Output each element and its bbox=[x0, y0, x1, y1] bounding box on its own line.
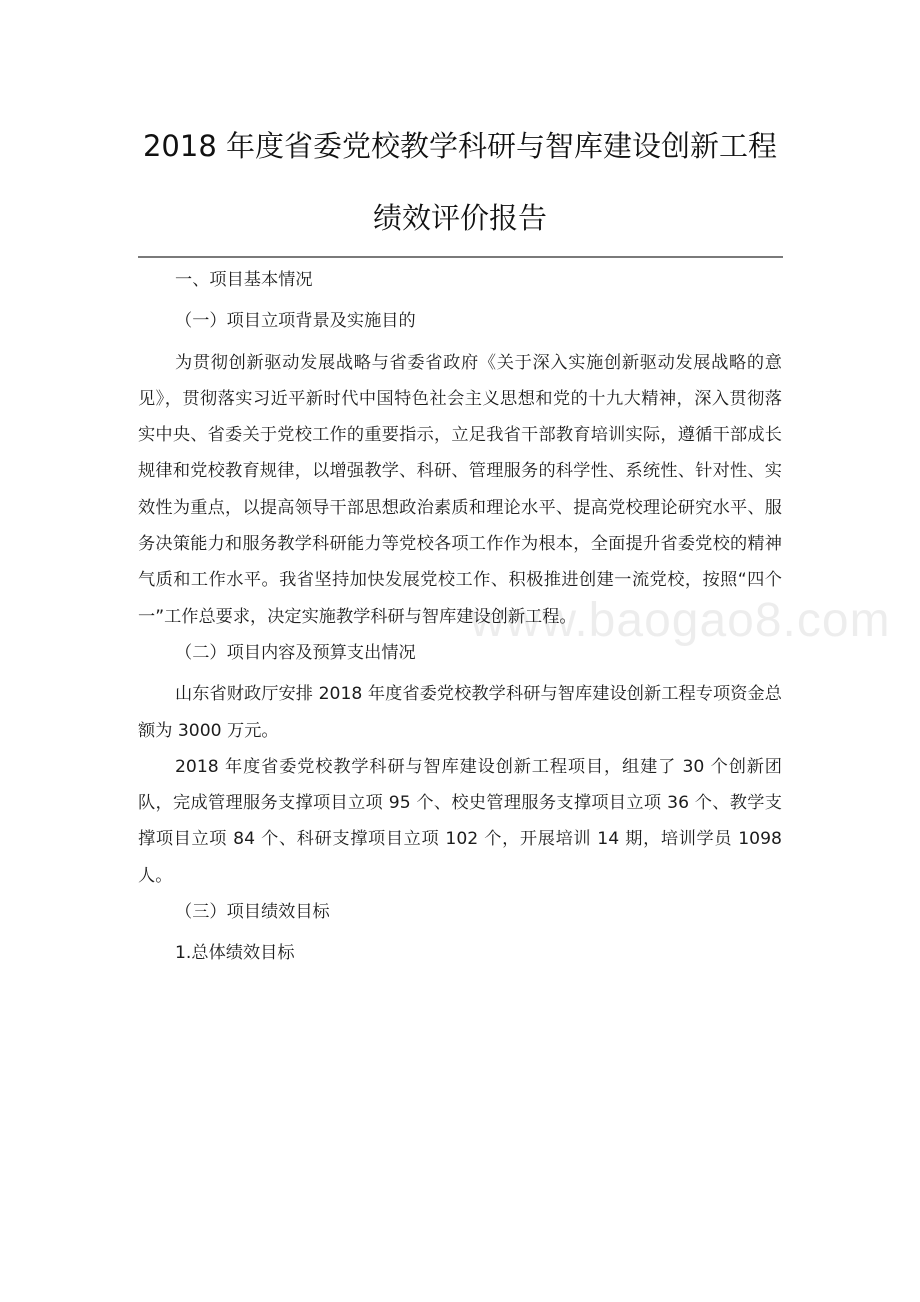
section-heading-basic-info: 一、项目基本情况 bbox=[175, 270, 313, 290]
document-title-line-2: 绩效评价报告 bbox=[372, 201, 547, 235]
item-heading-overall-goal: 1.总体绩效目标 bbox=[175, 943, 295, 964]
paragraph-project-content: 2018 年度省委党校教学科研与智库建设创新工程项目，组建了 30 个创新团队，完成管理服务支撑项目立项 95 个、校史管理服务支撑项目立项 36 个、教学支撑项目立项 84 个、科研支撑项目立项 102 个，开展培训 14 期，培训学员 1098 人。 bbox=[138, 756, 782, 886]
subsection-heading-background: （一）项目立项背景及实施目的 bbox=[175, 311, 416, 332]
paragraph-budget: 山东省财政厅安排 2018 年度省委党校教学科研与智库建设创新工程专项资金总额为 3000 万元。 bbox=[138, 684, 782, 741]
title-divider bbox=[138, 256, 783, 258]
watermark-text: www.baogao8.com bbox=[470, 594, 891, 647]
document-title-line-1: 2018 年度省委党校教学科研与智库建设创新工程 bbox=[142, 129, 778, 163]
paragraph-background: 为贯彻创新驱动发展战略与省委省政府《关于深入实施创新驱动发展战略的意见》，贯彻落实习近平新时代中国特色社会主义思想和党的十九大精神，深入贯彻落实中央、省委关于党校工作的重要指示，立足我省干部教育培训实际，遵循干部成长规律和党校教育规律，以增强教学、科研、管理服务的科学性、系统性、针对性、实效性为重点，以提高领导干部思想政治素质和理论水平、提高党校理论研究水平、服务决策能力和服务教学科研能力等党校各项工作作为根本，全面提升省委党校的精神气质和工作水平。我省坚持加快发展党校工作、积极推进创建一流党校，按照“四个一”工作总要求，决定实施教学科研与智库建设创新工程。 bbox=[138, 352, 782, 627]
subsection-heading-performance-goals: （三）项目绩效目标 bbox=[175, 902, 330, 923]
subsection-heading-content-budget: （二）项目内容及预算支出情况 bbox=[175, 642, 416, 663]
